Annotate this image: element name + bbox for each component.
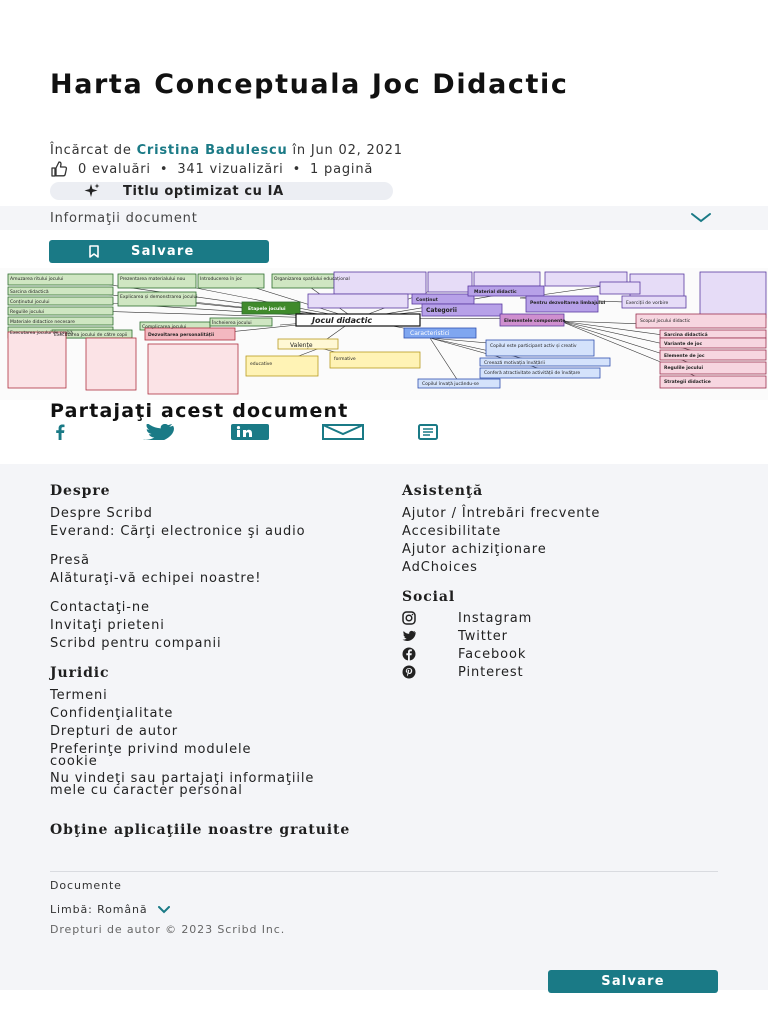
pinterest-icon [402,665,416,679]
facebook-icon[interactable] [52,424,68,440]
footer-link-adchoices[interactable]: AdChoices [402,560,478,575]
svg-text:Elementele componente: Elementele componente [504,319,566,324]
svg-text:Sarcina didactică: Sarcina didactică [10,290,49,295]
svg-text:Copilul este participant activ: Copilul este participant activ și creativ [490,344,577,349]
footer-link-contact[interactable]: Contactaţi-ne [50,600,150,615]
svg-text:Valențe: Valențe [290,342,313,349]
footer-link-cookie-preferences[interactable]: Preferinţe privind modulele cookie [50,742,252,769]
svg-text:Introducerea în joc: Introducerea în joc [200,277,243,282]
save-button[interactable] [49,240,269,263]
footer-link-privacy[interactable]: Confidenţialitate [50,706,174,721]
linkedin-icon[interactable] [231,424,269,440]
chevron-down-icon [158,906,170,914]
save-button-bottom[interactable] [548,970,718,993]
ai-optimized-title-badge[interactable] [50,182,393,200]
footer-link-terms[interactable]: Termeni [50,688,108,703]
bookmark-icon [89,245,99,258]
svg-text:Conținut: Conținut [416,298,438,303]
footer-link-help-faq[interactable]: Ajutor / Întrebări frecvente [402,506,601,521]
svg-text:Conferă atractivitate activită: Conferă atractivitate activității de învățare [484,371,581,376]
svg-text:Organizarea spațiului educațio: Organizarea spațiului educațional [274,277,350,282]
footer [0,464,768,990]
svg-text:Amuzarea ritului jocului: Amuzarea ritului jocului [10,277,64,282]
svg-text:Strategii didactice: Strategii didactice [664,380,711,385]
document-info-toggle[interactable] [0,206,768,230]
svg-text:Prezentarea materialului nou: Prezentarea materialului nou [120,277,186,282]
svg-text:educative: educative [250,362,273,367]
ratings-count: 0 evaluări [78,161,151,177]
copy-link-icon[interactable] [418,424,438,440]
footer-copyright: Drepturi de autor © 2023 Scribd Inc. [50,923,286,936]
svg-text:Complicarea jocului: Complicarea jocului [142,325,187,330]
footer-link-invite-friends[interactable]: Invitaţi prieteni [50,618,165,633]
svg-text:Sarcina didactică: Sarcina didactică [664,333,708,338]
email-icon[interactable] [322,424,364,440]
footer-link-scribd-business[interactable]: Scribd pentru companii [50,636,222,651]
views-count: 341 vizualizări [177,161,284,177]
footer-link-copyright[interactable]: Drepturi de autor [50,724,179,739]
svg-text:Variante de joc: Variante de joc [664,342,703,347]
svg-text:Regulile jocului: Regulile jocului [10,310,45,315]
document-preview-concept-map[interactable] [0,268,768,400]
svg-text:Încheierea jocului: Încheierea jocului [212,321,252,326]
footer-heading-support: Asistenţă [402,483,484,499]
footer-link-press[interactable]: Presă [50,553,90,568]
footer-link-purchase-help[interactable]: Ajutor achiziţionare [402,542,547,557]
footer-divider [50,871,718,872]
footer-apps-heading: Obţine aplicaţiile noastre gratuite [50,822,351,838]
svg-text:Copilul învață jucându-se: Copilul învață jucându-se [422,382,479,387]
footer-link-twitter[interactable] [402,629,508,643]
footer-link-pinterest[interactable] [402,665,524,679]
language-selector[interactable] [50,903,170,916]
svg-text:Exerciții de vorbire: Exerciții de vorbire [626,301,669,306]
twitter-icon [402,629,416,643]
footer-heading-about: Despre [50,483,111,499]
page-count: 1 pagină [310,161,374,177]
share-icons [50,424,470,442]
svg-text:Executarea jocului de probă: Executarea jocului de probă [10,331,73,336]
svg-text:Scopul jocului didactic: Scopul jocului didactic [640,319,691,324]
svg-text:Categorii: Categorii [426,307,457,314]
svg-text:Conținutul jocului: Conținutul jocului [10,300,50,305]
language-label: Limbă: Română [50,903,148,916]
twitter-icon[interactable] [136,424,174,440]
svg-text:Caracteristici: Caracteristici [410,330,450,337]
svg-text:Etapele jocului: Etapele jocului [248,307,286,312]
save-button-label: Salvare [131,244,195,259]
footer-link-about-scribd[interactable]: Despre Scribd [50,506,153,521]
instagram-icon [402,611,416,625]
document-title: Harta Conceptuala Joc Didactic [50,69,569,100]
footer-heading-social: Social [402,589,456,605]
document-stats [50,160,373,178]
facebook-icon [402,647,416,661]
svg-text:Explicarea și demonstrarea joc: Explicarea și demonstrarea jocului [120,295,198,300]
svg-text:Dezvoltarea personalității: Dezvoltarea personalității [148,333,215,338]
footer-link-documents[interactable]: Documente [50,879,122,892]
upload-date: în Jun 02, 2021 [292,143,403,158]
svg-text:Pentru dezvoltarea limbajului: Pentru dezvoltarea limbajului [530,301,606,306]
svg-text:Elemente de joc: Elemente de joc [664,354,705,359]
svg-text:Regulile jocului: Regulile jocului [664,366,703,371]
share-title: Partajaţi acest document [50,400,349,422]
footer-link-facebook[interactable] [402,647,526,661]
separator-dot: • [292,161,302,177]
save-button-label: Salvare [601,974,665,989]
svg-text:Creează motivația învățării: Creează motivația învățării [484,361,545,366]
sparkle-icon [84,183,100,199]
facebook-label: Facebook [458,646,527,662]
twitter-label: Twitter [458,628,508,644]
footer-link-accessibility[interactable]: Accesibilitate [402,524,502,539]
separator-dot: • [159,161,169,177]
uploaded-prefix: Încărcat de [50,143,132,158]
chevron-down-icon [690,212,712,224]
svg-text:Material didactic: Material didactic [474,290,517,295]
instagram-label: Instagram [458,610,533,626]
thumbs-up-icon [50,160,68,178]
footer-link-join-team[interactable]: Alăturaţi-vă echipei noastre! [50,571,262,586]
svg-text:Executarea jocului de către co: Executarea jocului de către copii [54,333,128,338]
footer-link-instagram[interactable] [402,611,532,625]
pinterest-label: Pinterest [458,664,524,680]
author-link[interactable]: Cristina Badulescu [136,143,288,158]
footer-heading-legal: Juridic [50,665,110,681]
document-info-label: Informaţii document [50,210,198,226]
svg-text:formative: formative [334,357,356,362]
upload-info [50,143,403,158]
svg-text:Jocul didactic: Jocul didactic [312,316,373,325]
ai-title-label: Titlu optimizat cu IA [123,183,284,199]
svg-text:Materiale didactice necesare: Materiale didactice necesare [10,320,75,325]
footer-link-everand[interactable]: Everand: Cărţi electronice şi audio [50,524,306,539]
footer-link-do-not-sell[interactable]: Nu vindeţi sau partajaţi informaţiile mele cu caracter personal [50,771,315,798]
